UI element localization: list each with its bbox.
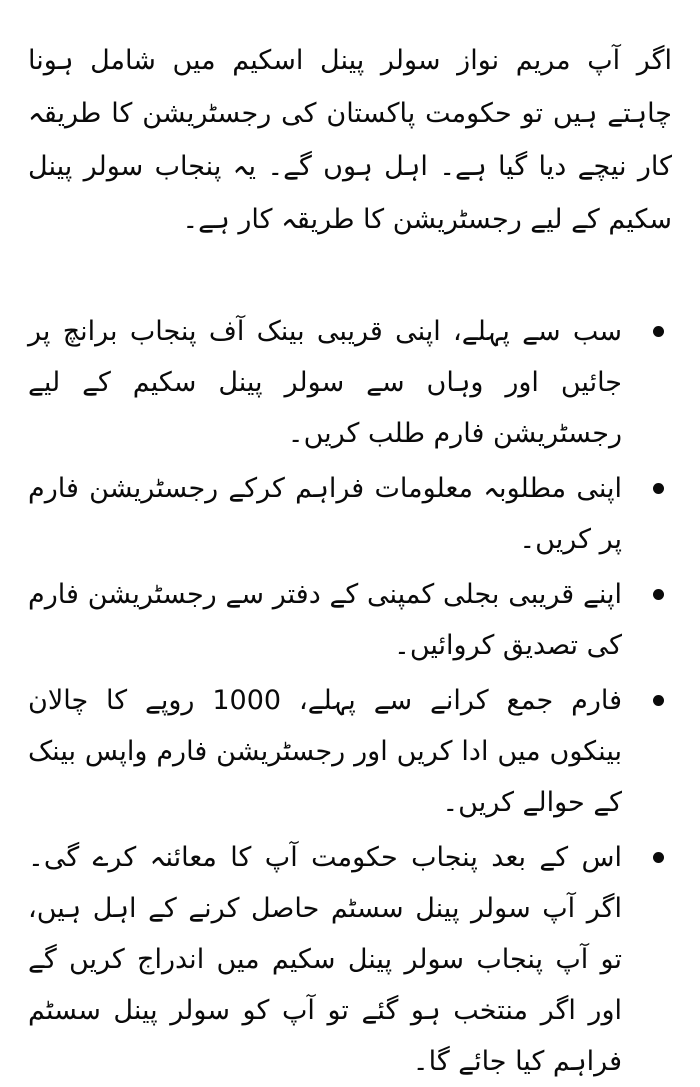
bullet-icon (653, 695, 664, 706)
bullet-icon (653, 326, 664, 337)
registration-steps-list (28, 306, 672, 1087)
list-item-text: اپنی مطلوبہ معلومات فراہم کرکے رجسٹریشن فارم پر کریں۔ (28, 473, 622, 555)
list-item-text: اس کے بعد پنجاب حکومت آپ کا معائنہ کرے گی۔ اگر آپ سولر پینل سسٹم حاصل کرنے کے اہل ہیں، تو آپ پنجاب سولر پینل سکیم میں اندراج کریں گے اور اگر منتخب ہو گئے تو آپ کو سولر پینل سسٹم فراہم کیا جائے گا۔ (28, 842, 622, 1077)
bullet-icon (653, 589, 664, 600)
list-item (28, 306, 672, 459)
intro-paragraph: اگر آپ مریم نواز سولر پینل اسکیم میں شامل ہونا چاہتے ہیں تو حکومت پاکستان کی رجسٹریشن کا طریقہ کار نیچے دیا گیا ہے۔ اہل ہوں گے۔ یہ پنجاب سولر پینل سکیم کے لیے رجسٹریشن کا طریقہ کار ہے۔ (28, 45, 672, 235)
list-item (28, 463, 672, 565)
list-item-text: اپنے قریبی بجلی کمپنی کے دفتر سے رجسٹریشن فارم کی تصدیق کروائیں۔ (28, 579, 622, 661)
list-item-text: فارم جمع کرانے سے پہلے، 1000 روپے کا چالان بینکوں میں ادا کریں اور رجسٹریشن فارم واپس بینک کے حوالے کریں۔ (28, 685, 622, 818)
list-item (28, 832, 672, 1087)
bullet-icon (653, 852, 664, 863)
list-item-text: سب سے پہلے، اپنی قریبی بینک آف پنجاب برانچ پر جائیں اور وہاں سے سولر پینل سکیم کے لیے رجسٹریشن فارم طلب کریں۔ (28, 316, 622, 449)
bullet-icon (653, 483, 664, 494)
list-item (28, 675, 672, 828)
list-item (28, 569, 672, 671)
